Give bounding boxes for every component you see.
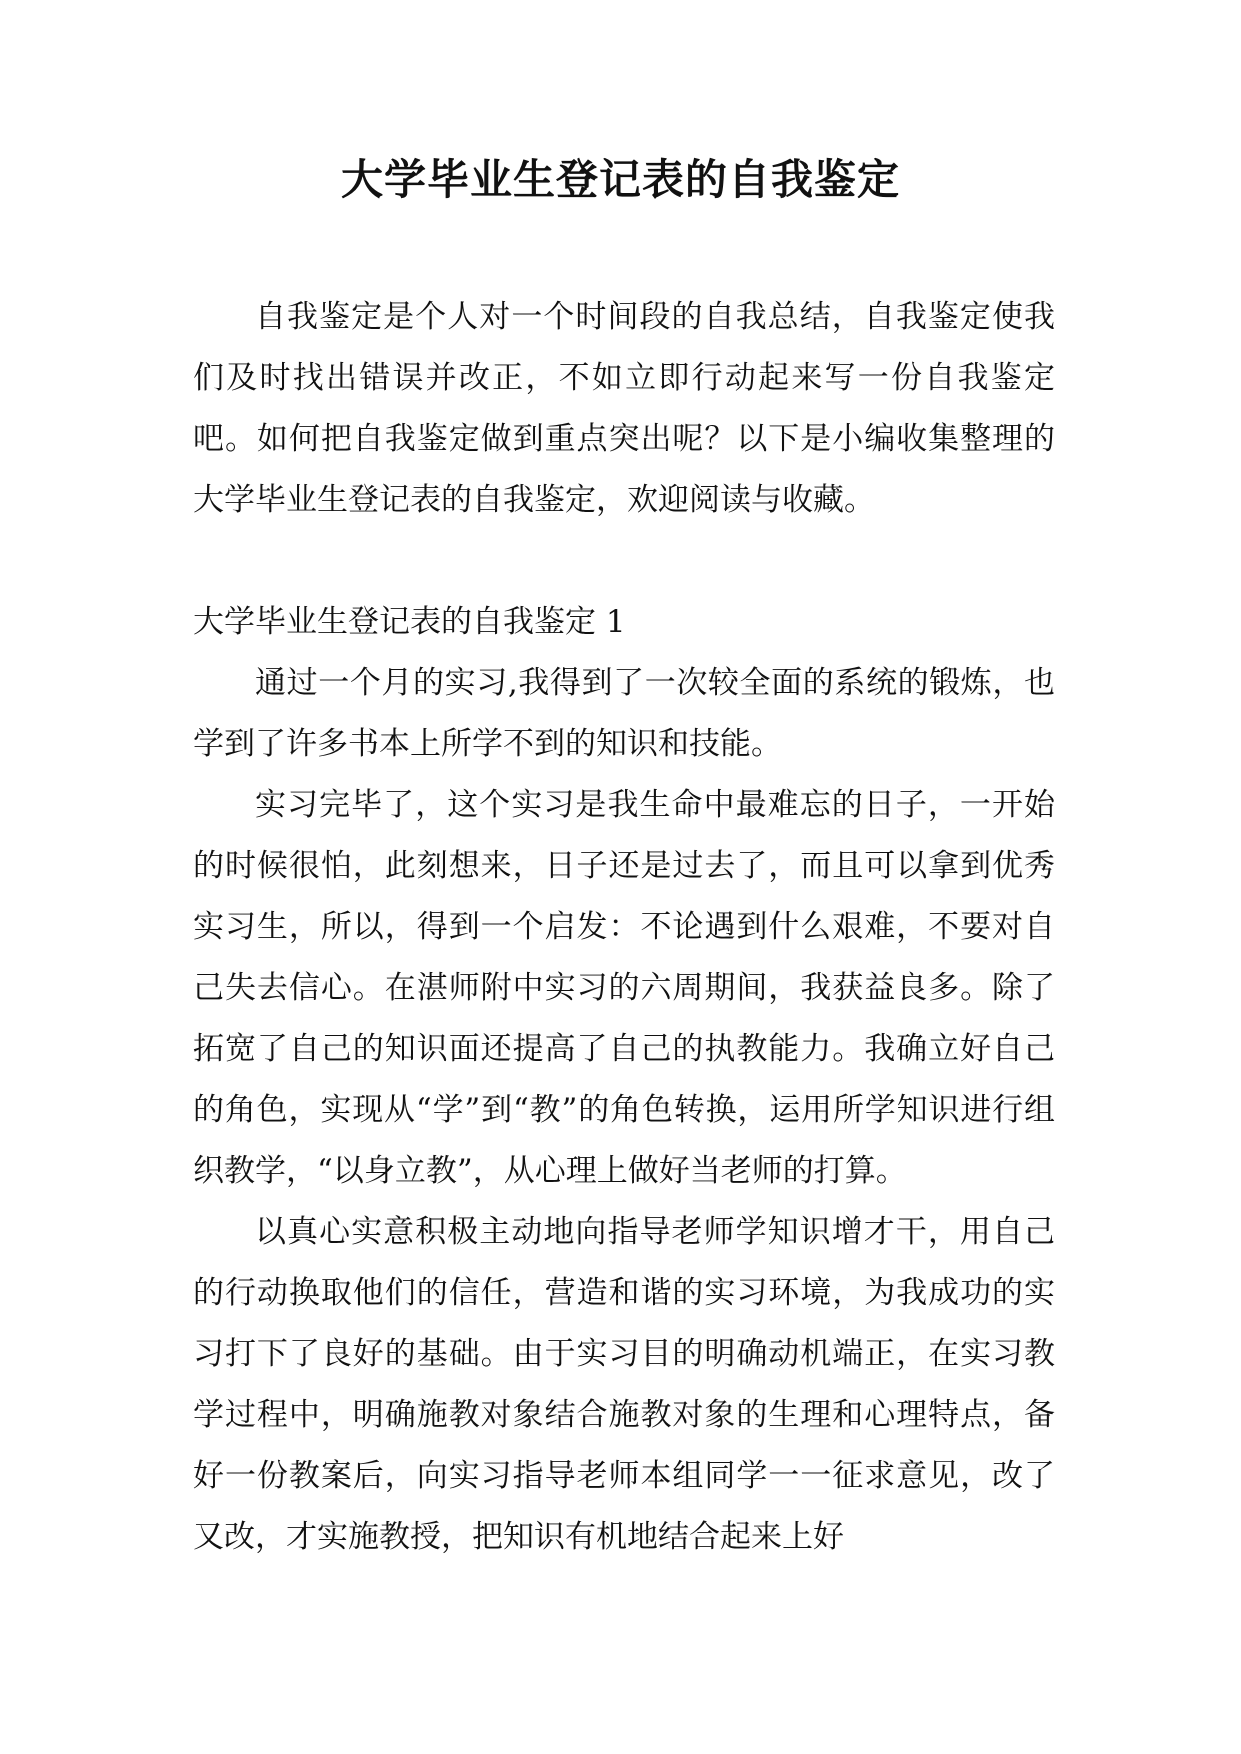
- document-body: [193, 287, 1055, 1568]
- body-paragraph-3: 以真心实意积极主动地向指导老师学知识增才干，用自己的行动换取他们的信任，营造和谐的实习环境，为我成功的实习打下了良好的基础。由于实习目的明确动机端正，在实习教学过程中，明确施教对象结合施教对象的生理和心理特点，备好一份教案后，向实习指导老师本组同学一一征求意见，改了又改，才实施教授，把知识有机地结合起来上好: [193, 1214, 1055, 1555]
- body-paragraph-1: 通过一个月的实习,我得到了一次较全面的系统的锻炼，也学到了许多书本上所学不到的知识和技能。: [193, 665, 1055, 762]
- intro-paragraph: 自我鉴定是个人对一个时间段的自我总结，自我鉴定使我们及时找出错误并改正，不如立即行动起来写一份自我鉴定吧。如何把自我鉴定做到重点突出呢？以下是小编收集整理的大学毕业生登记表的自我鉴定，欢迎阅读与收藏。: [193, 299, 1055, 518]
- body-paragraph-2: 实习完毕了，这个实习是我生命中最难忘的日子，一开始的时候很怕，此刻想来，日子还是过去了，而且可以拿到优秀实习生，所以，得到一个启发：不论遇到什么艰难，不要对自己失去信心。在湛师附中实习的六周期间，我获益良多。除了拓宽了自己的知识面还提高了自己的执教能力。我确立好自己的角色，实现从“学”到“教”的角色转换，运用所学知识进行组织教学，“以身立教”，从心理上做好当老师的打算。: [193, 787, 1055, 1189]
- document-title: 大学毕业生登记表的自我鉴定: [340, 155, 900, 204]
- section-heading: 大学毕业生登记表的自我鉴定 1: [193, 604, 626, 640]
